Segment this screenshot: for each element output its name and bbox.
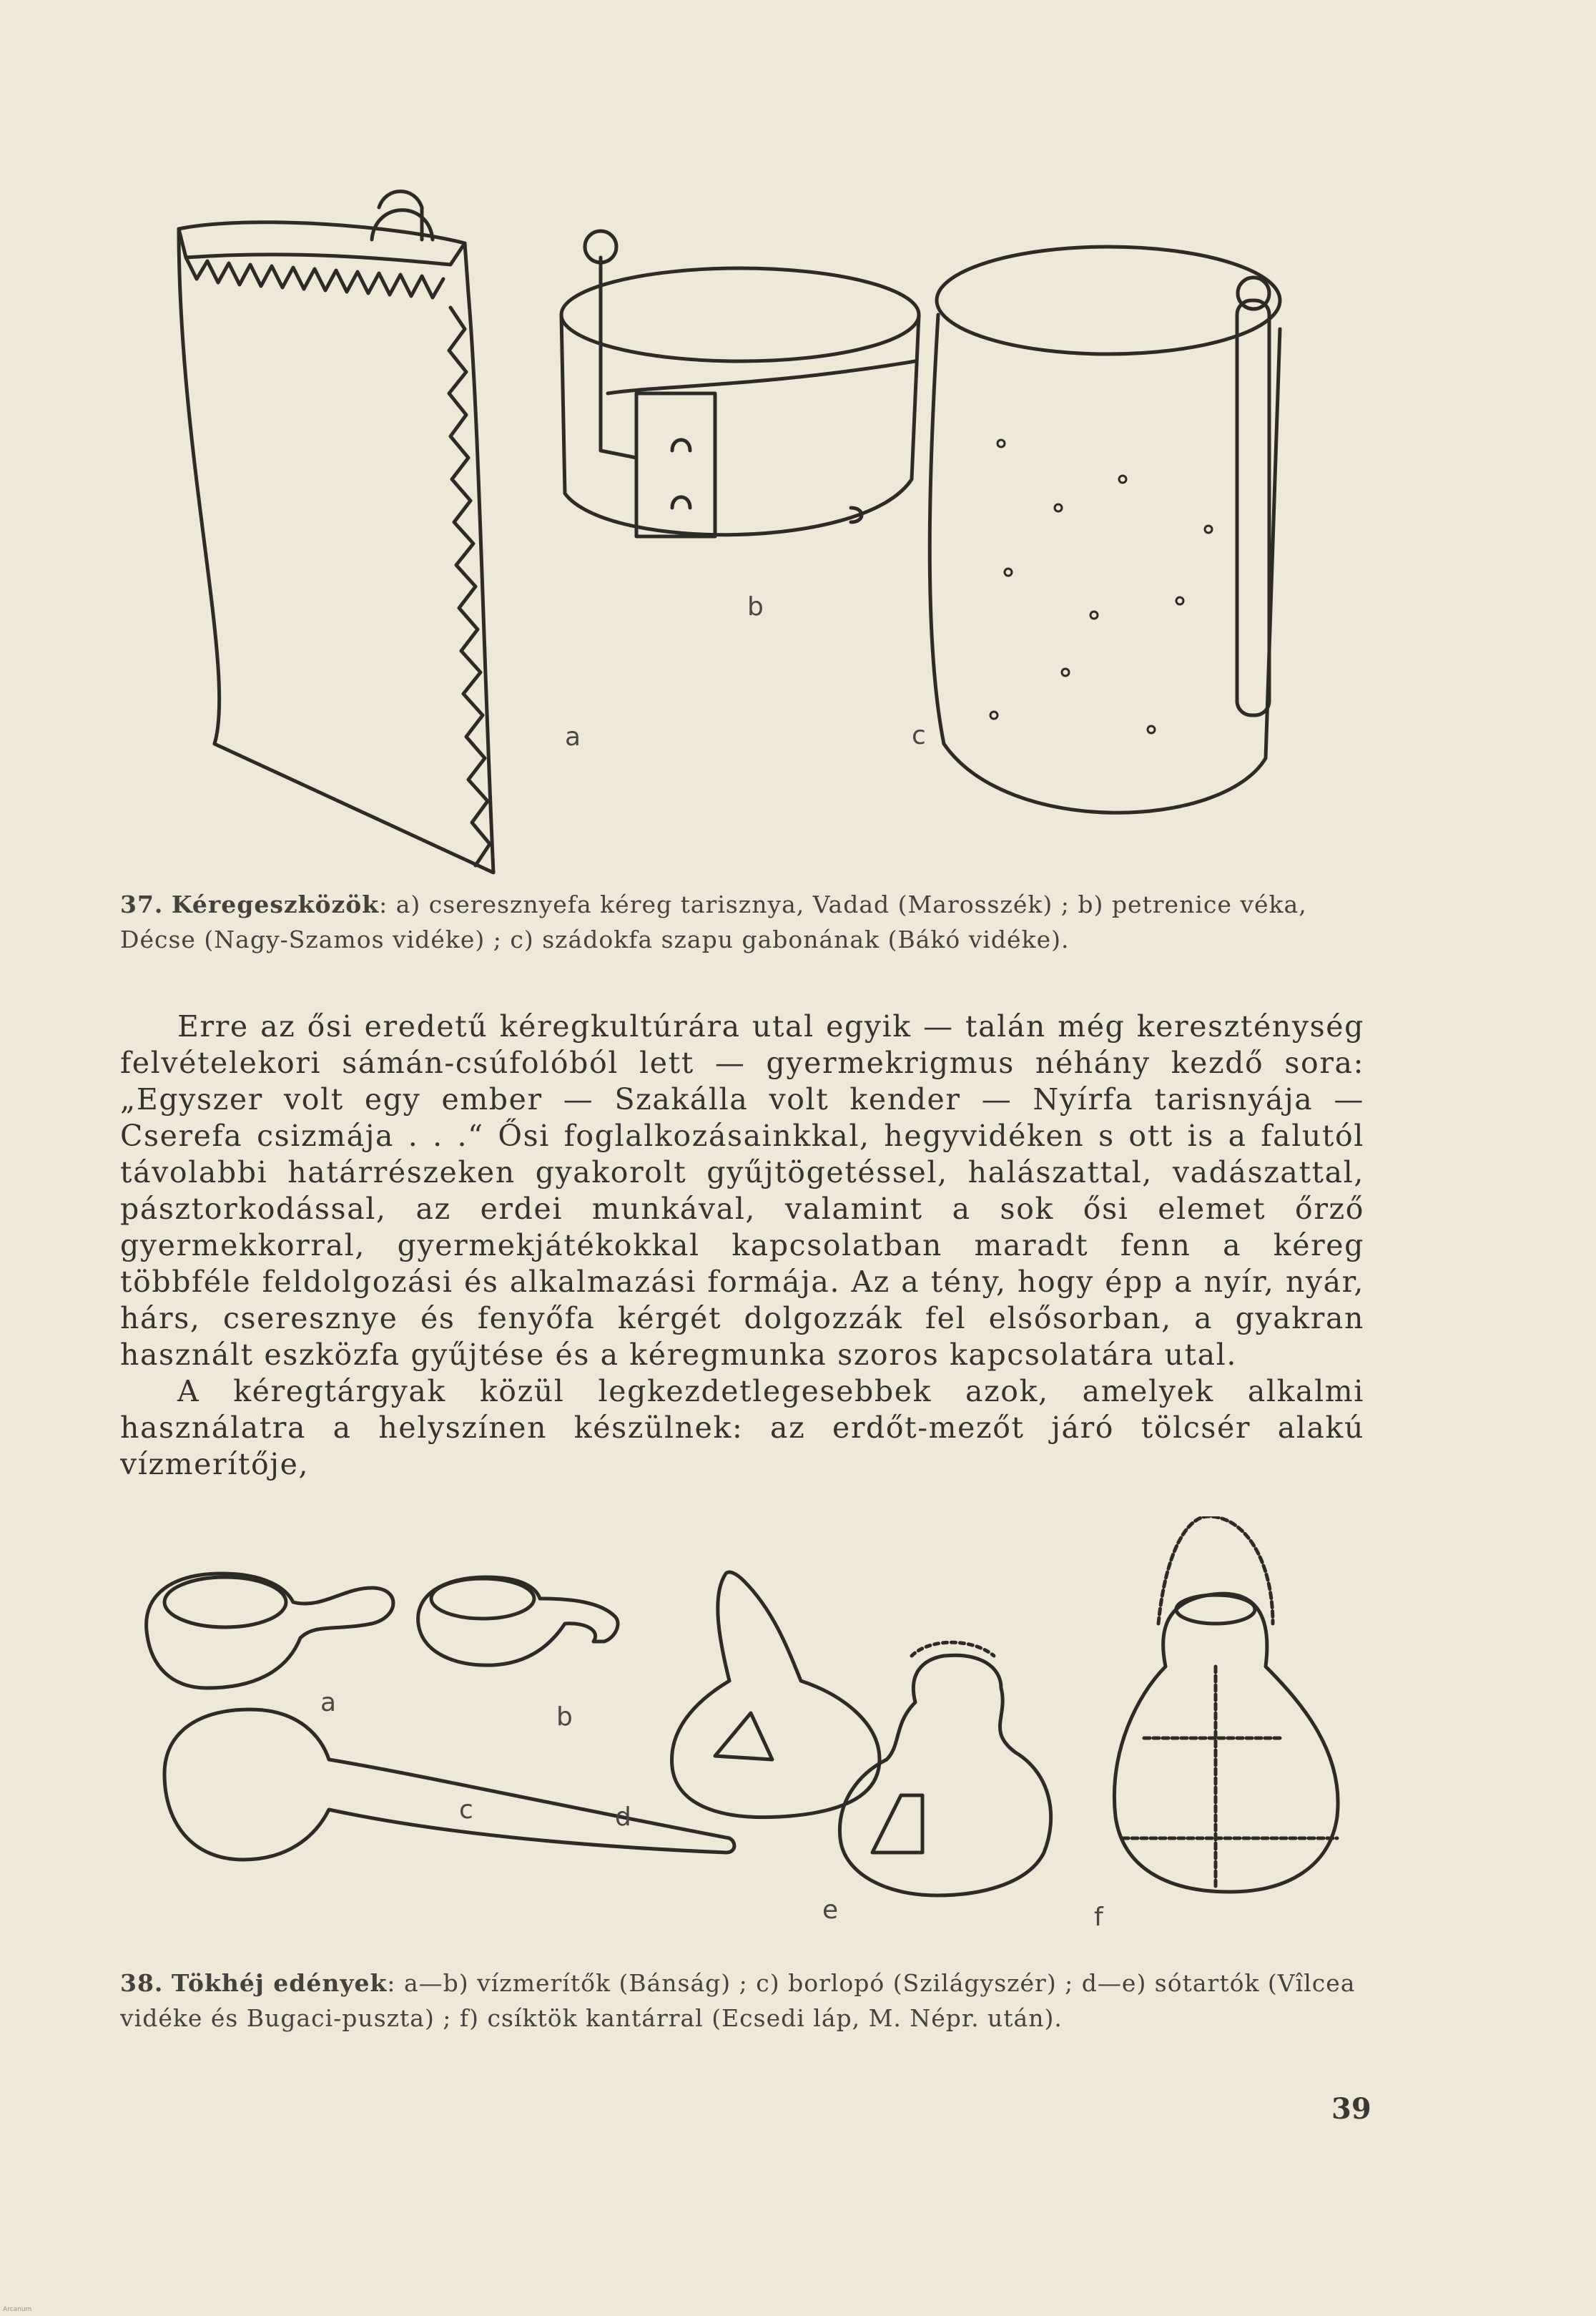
- bark-tub-drawing: [930, 247, 1280, 813]
- figure-38-drawing: [129, 1516, 1373, 1945]
- fig38-label-a: a: [320, 1688, 337, 1717]
- figure-37-drawing: [107, 172, 1380, 887]
- bark-measure-drawing: [561, 231, 919, 536]
- fig37-caption-text: : a) cseresznyefa kéreg tarisznya, Vadad (Marosszék) ; b) petrenice véka, Décse (Nagy-Szamos vidéke) ; c) szádokfa szapu gabonának (Bákó vidéke).: [120, 890, 1307, 953]
- fig37-caption-number: 37.: [120, 890, 164, 918]
- body-paragraph-1: Erre az ősi eredetű kéregkultúrára utal egyik — talán még kereszténység felvételekori sámán-csúfolóból lett — gyermekrigmus néhány kezdő sora: „Egyszer volt egy ember — Szakálla volt kender — Nyírfa tarisnyája — Cserefa csizmája . . .“ Ősi foglalkozásainkkal, hegyvidéken s ott is a falutól távolabbi határrészeken gyakorolt gyűjtögetéssel, halászattal, vadászattal, pásztorkodással, az erdei munkával, valamint a sok ősi elemet őrző gyermekkorral, gyermekjátékokkal kapcsolatban maradt fenn a kéreg többféle feldolgozási és alkalmazási formája. Az a tény, hogy épp a nyír, nyár, hárs, cseresznye és fenyőfa kérgét dolgozzák fel elsősorban, a gyakran használt eszközfa gyűjtése és a kéregmunka szoros kapcsolatára utal.: [120, 1009, 1364, 1372]
- body-paragraph-2: A kéregtárgyak közül legkezdetlegesebbek azok, amelyek alkalmi használatra a helyszínen készülnek: az erdőt-mezőt járó tölcsér alakú vízmerítője,: [120, 1374, 1364, 1481]
- figure-38-caption: [120, 1966, 1364, 2036]
- fig38-caption-text: : a—b) vízmerítők (Bánság) ; c) borlopó (Szilágyszér) ; d—e) sótartók (Vîlcea vidéke és Bugaci-puszta) ; f) csíktök kantárral (Ecsedi láp, M. Népr. után).: [120, 1969, 1356, 2032]
- fig38-label-b: b: [556, 1702, 573, 1732]
- figure-37-illustration: [107, 172, 1380, 887]
- gourd-dipper-b-drawing: [418, 1577, 618, 1665]
- figure-38-illustration: [129, 1516, 1373, 1945]
- fig37-label-a: a: [565, 722, 581, 752]
- page-number: 39: [1331, 2092, 1371, 2126]
- wine-thief-drawing: [164, 1709, 734, 1860]
- fig38-label-d: d: [615, 1802, 631, 1832]
- fig37-label-c: c: [912, 721, 926, 750]
- corner-stamp: Arcanum: [3, 2306, 32, 2313]
- gourd-with-harness-drawing: [1114, 1516, 1338, 1892]
- fig37-caption-title: Kéregeszközök: [171, 890, 380, 918]
- fig37-label-b: b: [747, 592, 764, 622]
- salt-holder-d-drawing: [672, 1572, 880, 1817]
- fig38-label-c: c: [459, 1795, 473, 1825]
- salt-holder-e-drawing: [839, 1642, 1050, 1895]
- figure-37-caption: [120, 887, 1364, 957]
- bark-bag-drawing: [179, 192, 493, 873]
- body-text: [120, 1009, 1364, 1483]
- fig38-caption-number: 38.: [120, 1969, 164, 1997]
- fig38-caption-title: Tökhéj edények: [171, 1969, 388, 1997]
- gourd-dipper-a-drawing: [147, 1574, 393, 1688]
- fig38-label-e: e: [822, 1895, 839, 1925]
- fig38-label-f: f: [1094, 1903, 1103, 1932]
